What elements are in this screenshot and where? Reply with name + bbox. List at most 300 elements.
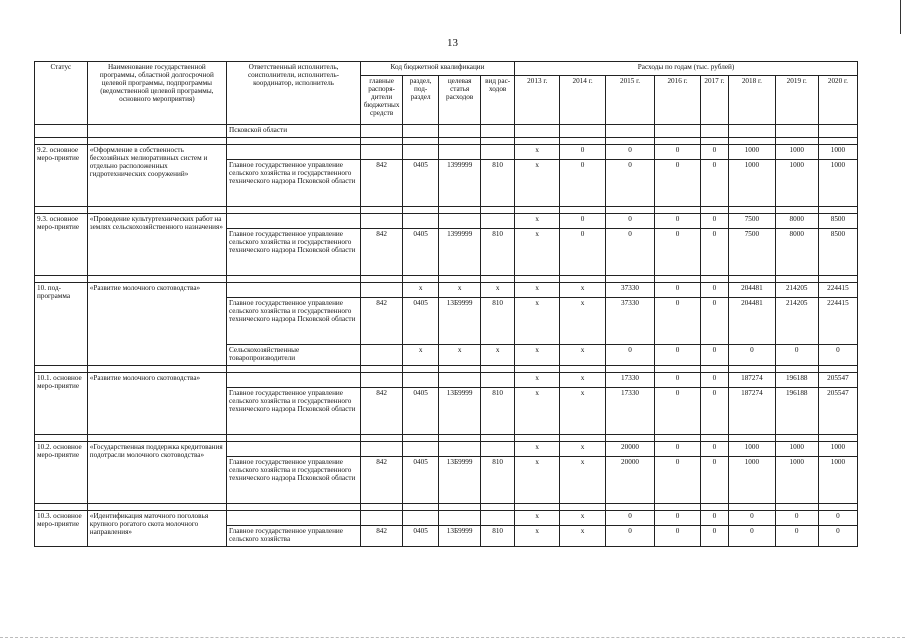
table-row [35,283,858,298]
cell-value: 196188 [775,388,818,435]
cell-code [361,345,403,366]
cell-code [481,214,515,229]
header-year-2014: 2014 г. [560,76,605,125]
cell-name: «Государственная поддержка кредитования подотрасли молочного скотоводства» [87,442,226,504]
cell-value: 0 [655,229,700,276]
spacer-cell [700,207,728,214]
cell-code [439,442,481,457]
cell-code: 810 [481,160,515,207]
cell-value: 8000 [775,229,818,276]
spacer-cell [439,138,481,145]
cell-executor: Главное государственное управление сельского хозяйства и государственного технического надзора Псковской области [227,160,361,207]
cell-executor [227,145,361,160]
cell-value: 0 [655,145,700,160]
cell-code [481,373,515,388]
spacer-cell [439,207,481,214]
spacer-cell [560,207,605,214]
cell-code: x [481,283,515,298]
cell-value: x [515,373,560,388]
cell-code: 810 [481,298,515,345]
cell-value: 0 [605,145,655,160]
cell-code: 13Б9999 [439,388,481,435]
cell-code: 0405 [403,526,439,547]
cell-value [729,125,775,138]
cell-code: 1399999 [439,160,481,207]
spacer-cell [655,276,700,283]
cell-value: x [515,298,560,345]
spacer-cell [729,276,775,283]
spacer-cell [605,207,655,214]
header-code-type: вид рас-ходов [481,76,515,125]
table-row [35,373,858,388]
cell-value: 7500 [729,229,775,276]
spacer-cell [403,435,439,442]
spacer-cell [818,138,857,145]
cell-code: 842 [361,160,403,207]
cell-value: 0 [775,345,818,366]
spacer-cell [361,366,403,373]
cell-value: 0 [605,511,655,526]
spacer-cell [700,138,728,145]
spacer-cell [35,366,88,373]
cell-value: 0 [729,511,775,526]
cell-value: 214205 [775,283,818,298]
cell-code [439,145,481,160]
cell-value: 0 [700,526,728,547]
cell-value: 17330 [605,373,655,388]
cell-executor: Главное государственное управление сельского хозяйства и государственного технического надзора Псковской области [227,298,361,345]
cell-value: 1000 [818,145,857,160]
spacer-cell [481,435,515,442]
cell-code [481,125,515,138]
spacer-cell [439,504,481,511]
header-code-article: целевая статья расходов [439,76,481,125]
spacer-cell [481,207,515,214]
cell-code: 13Б9999 [439,457,481,504]
cell-code [403,145,439,160]
header-name: Наименование государственной программы, областной долгосрочной целевой программы, подпрограммы (ведомственной целевой программы, основного мероприятия) [87,62,226,125]
spacer-cell [515,504,560,511]
header-year-2015: 2015 г. [605,76,655,125]
spacer-cell [35,207,88,214]
cell-value: x [515,457,560,504]
header-budget-code: Код бюджетной квалификации [361,62,515,76]
cell-code [361,214,403,229]
cell-code [481,145,515,160]
spacer-cell [87,276,226,283]
cell-value: x [560,298,605,345]
cell-code [439,214,481,229]
cell-value: x [515,526,560,547]
spacer-cell [729,207,775,214]
cell-code [403,373,439,388]
spacer-cell [87,435,226,442]
cell-value: 0 [818,526,857,547]
cell-value: 0 [729,345,775,366]
cell-value: 0 [700,373,728,388]
spacer-cell [35,504,88,511]
cell-value: 0 [700,283,728,298]
cell-value: 8500 [818,214,857,229]
cell-value: 0 [560,229,605,276]
spacer-cell [515,435,560,442]
block-spacer-row [35,504,858,511]
cell-value: 20000 [605,442,655,457]
spacer-cell [775,276,818,283]
cell-value: 1000 [729,457,775,504]
spacer-cell [775,207,818,214]
spacer-cell [361,138,403,145]
cell-value: 0 [655,373,700,388]
spacer-cell [700,366,728,373]
cell-value: 224415 [818,283,857,298]
cell-code: 1399999 [439,229,481,276]
cell-code: x [403,283,439,298]
cell-code [361,283,403,298]
cell-code: 842 [361,526,403,547]
cell-code: 842 [361,457,403,504]
spacer-cell [560,435,605,442]
cell-value: 0 [655,388,700,435]
cell-name [87,125,226,138]
spacer-cell [515,366,560,373]
cell-value [560,125,605,138]
cell-code [403,125,439,138]
cell-code: 0405 [403,229,439,276]
cell-code: 810 [481,457,515,504]
cell-executor: Главное государственное управление сельского хозяйства [227,526,361,547]
cell-code: x [439,283,481,298]
spacer-cell [361,276,403,283]
cell-code: 810 [481,388,515,435]
spacer-cell [818,207,857,214]
cell-value: x [560,442,605,457]
cell-code: x [403,345,439,366]
cell-value: 8000 [775,214,818,229]
cell-code [361,442,403,457]
cell-value [655,125,700,138]
spacer-cell [655,435,700,442]
spacer-cell [605,435,655,442]
cell-name: «Оформление в собственность бесхозяйных мелиоративных систем и отдельно расположенных гидротехнических сооружений» [87,145,226,207]
cell-value: 0 [605,345,655,366]
spacer-cell [515,207,560,214]
cell-value: x [560,511,605,526]
cell-code: 0405 [403,388,439,435]
spacer-cell [35,435,88,442]
cell-value: 0 [700,214,728,229]
spacer-cell [87,366,226,373]
cell-value: 0 [655,442,700,457]
cell-value: x [560,457,605,504]
cell-value: 0 [700,388,728,435]
cell-value: x [515,388,560,435]
table-row [35,511,858,526]
cell-executor [227,511,361,526]
header-year-2016: 2016 г. [655,76,700,125]
cell-value: 0 [560,160,605,207]
cell-code [403,511,439,526]
spacer-cell [439,435,481,442]
spacer-cell [227,504,361,511]
header-status: Статус [35,62,88,125]
cell-status: 10.3. основное меро-приятие [35,511,88,547]
spacer-cell [655,138,700,145]
cell-value: 0 [655,283,700,298]
cell-value: 0 [700,229,728,276]
spacer-cell [729,504,775,511]
spacer-cell [481,504,515,511]
cell-value: 37330 [605,298,655,345]
cell-code [439,125,481,138]
cell-code [439,511,481,526]
cell-value: x [560,388,605,435]
spacer-cell [729,366,775,373]
cell-executor [227,214,361,229]
cell-value [818,125,857,138]
cell-value: x [515,160,560,207]
cell-value: 0 [818,511,857,526]
spacer-cell [560,138,605,145]
cell-value: 0 [818,345,857,366]
spacer-cell [515,138,560,145]
spacer-cell [481,366,515,373]
spacer-cell [87,207,226,214]
cell-value: x [515,229,560,276]
cell-value: x [515,145,560,160]
scan-edge-mark [900,0,901,34]
cell-value: 205547 [818,373,857,388]
cell-value: 187274 [729,388,775,435]
cell-value: 1000 [818,457,857,504]
spacer-cell [700,504,728,511]
cell-value: 0 [655,214,700,229]
table-body [35,125,858,547]
spacer-cell [403,504,439,511]
cell-value: x [515,442,560,457]
cell-status: 10.1. основное меро-приятие [35,373,88,435]
cell-executor: Сельскохозяйственные товаропроизводители [227,345,361,366]
cell-status: 10.2. основное меро-приятие [35,442,88,504]
cell-value: x [515,283,560,298]
header-code-main: главные распоря-дители бюджетных средств [361,76,403,125]
cell-status: 9.3. основное меро-приятие [35,214,88,276]
cell-executor: Главное государственное управление сельского хозяйства и государственного технического надзора Псковской области [227,457,361,504]
cell-executor: Главное государственное управление сельского хозяйства и государственного технического надзора Псковской области [227,388,361,435]
spacer-cell [560,276,605,283]
spacer-cell [35,276,88,283]
cell-value: 1000 [729,442,775,457]
spacer-cell [700,276,728,283]
cell-value: 0 [655,345,700,366]
block-spacer-row [35,366,858,373]
cell-value: 0 [560,214,605,229]
spacer-cell [403,366,439,373]
page-number: 13 [447,37,458,49]
spacer-cell [87,138,226,145]
cell-name: «Проведение культуртехнических работ на землях сельскохозяйственного назначения» [87,214,226,276]
cell-executor [227,373,361,388]
cell-code: 842 [361,388,403,435]
cell-name: «Идентификация маточного поголовья крупного рогатого скота молочного направления» [87,511,226,547]
spacer-cell [700,435,728,442]
table-row [35,442,858,457]
cell-code: x [439,345,481,366]
cell-value: 196188 [775,373,818,388]
cell-code: 0405 [403,160,439,207]
cell-value: 0 [700,298,728,345]
cell-value: 0 [729,526,775,547]
header-expenses: Расходы по годам (тыс. рублей) [515,62,858,76]
spacer-cell [818,435,857,442]
cell-value: x [515,511,560,526]
spacer-cell [775,366,818,373]
spacer-cell [818,276,857,283]
cell-value: 1000 [729,145,775,160]
cell-value: 0 [700,511,728,526]
cell-value: 37330 [605,283,655,298]
spacer-cell [403,138,439,145]
table-row [35,214,858,229]
spacer-cell [655,366,700,373]
cell-value: 1000 [775,145,818,160]
cell-value: 1000 [775,442,818,457]
cell-value: 0 [560,145,605,160]
cell-code [481,442,515,457]
spacer-cell [481,138,515,145]
cell-value: x [560,373,605,388]
spacer-cell [403,276,439,283]
cell-code [403,442,439,457]
header-year-2018: 2018 г. [729,76,775,125]
cell-value: 1000 [775,457,818,504]
cell-value: 0 [655,457,700,504]
cell-value [700,125,728,138]
cell-value: 224415 [818,298,857,345]
header-year-2013: 2013 г. [515,76,560,125]
cell-code [403,214,439,229]
budget-table [34,61,858,547]
header-executor: Ответственный исполнитель, соисполнители, исполнитель-координатор, исполнитель [227,62,361,125]
cell-executor [227,283,361,298]
cell-value [605,125,655,138]
spacer-cell [655,207,700,214]
spacer-cell [403,207,439,214]
spacer-cell [439,366,481,373]
cell-value: 0 [700,345,728,366]
cell-code: 13Б9999 [439,526,481,547]
cell-value [775,125,818,138]
cell-value: 1000 [729,160,775,207]
cell-code [361,511,403,526]
cell-code: 810 [481,229,515,276]
cell-value: 0 [655,526,700,547]
cell-name: «Развитие молочного скотоводства» [87,283,226,366]
spacer-cell [227,276,361,283]
cell-value: 0 [700,442,728,457]
spacer-cell [515,276,560,283]
spacer-cell [227,366,361,373]
spacer-cell [775,504,818,511]
block-spacer-row [35,207,858,214]
cell-value: 17330 [605,388,655,435]
cell-value: 0 [605,214,655,229]
cell-status [35,125,88,138]
spacer-cell [481,276,515,283]
cell-code [361,145,403,160]
cell-value: 204481 [729,298,775,345]
cell-value: 205547 [818,388,857,435]
cell-value: 0 [700,457,728,504]
cell-code: 842 [361,298,403,345]
table-row [35,145,858,160]
spacer-cell [605,504,655,511]
cell-code [361,125,403,138]
continuation-row [35,125,858,138]
spacer-cell [361,504,403,511]
cell-value: 0 [775,511,818,526]
cell-code: 810 [481,526,515,547]
header-year-2020: 2020 г. [818,76,857,125]
cell-code: 842 [361,229,403,276]
cell-value: x [560,283,605,298]
spacer-cell [560,504,605,511]
spacer-cell [361,207,403,214]
spacer-cell [605,276,655,283]
spacer-cell [560,366,605,373]
cell-executor: Псковской области [227,125,361,138]
cell-value: 1000 [818,160,857,207]
spacer-cell [361,435,403,442]
cell-code: 0405 [403,298,439,345]
cell-executor [227,442,361,457]
block-spacer-row [35,138,858,145]
cell-value: 7500 [729,214,775,229]
cell-value [515,125,560,138]
scan-artifact-line [0,637,905,638]
cell-code [361,373,403,388]
spacer-cell [775,435,818,442]
header-code-section: раздел, под-раздел [403,76,439,125]
spacer-cell [605,366,655,373]
cell-value: 0 [655,160,700,207]
spacer-cell [227,138,361,145]
cell-value: 0 [700,145,728,160]
spacer-cell [729,435,775,442]
spacer-cell [775,138,818,145]
cell-value: 0 [605,160,655,207]
cell-value: 214205 [775,298,818,345]
cell-code: 13Б9999 [439,298,481,345]
cell-status: 10. под-программа [35,283,88,366]
cell-value: 0 [775,526,818,547]
spacer-cell [439,276,481,283]
cell-value: 1000 [775,160,818,207]
spacer-cell [729,138,775,145]
header-year-2019: 2019 г. [775,76,818,125]
cell-value: 187274 [729,373,775,388]
cell-code: x [481,345,515,366]
cell-status: 9.2. основное меро-приятие [35,145,88,207]
cell-executor: Главное государственное управление сельского хозяйства и государственного технического надзора Псковской области [227,229,361,276]
cell-value: x [560,526,605,547]
block-spacer-row [35,276,858,283]
header-year-2017: 2017 г. [700,76,728,125]
cell-name: «Развитие молочного скотоводства» [87,373,226,435]
spacer-cell [227,435,361,442]
cell-code: 0405 [403,457,439,504]
cell-value: x [515,345,560,366]
